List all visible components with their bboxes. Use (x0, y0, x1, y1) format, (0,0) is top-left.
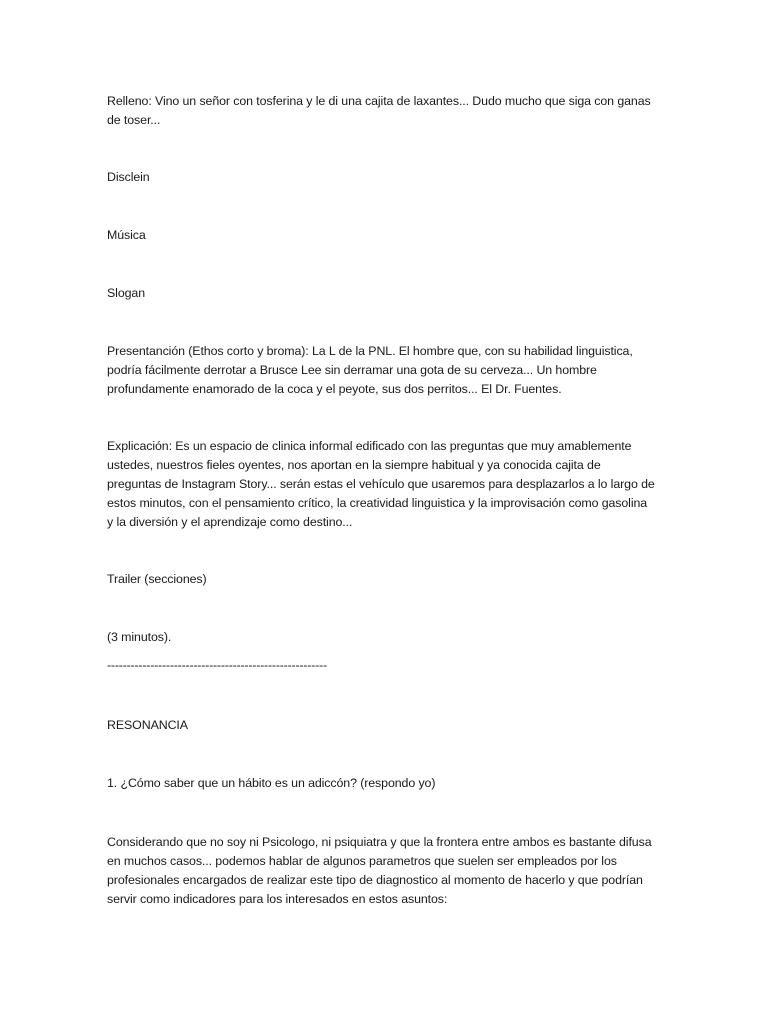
slogan-heading: Slogan (107, 286, 145, 300)
duracion-line: (3 minutos). (107, 630, 172, 644)
resonancia-heading: RESONANCIA (107, 718, 188, 732)
musica-heading: Música (107, 228, 146, 242)
relleno-paragraph: Relleno: Vino un señor con tosferina y le di una cajita de laxantes... Dudo mucho que siga con ganas de toser... (107, 94, 651, 127)
explicacion-paragraph: Explicación: Es un espacio de clinica informal edificado con las preguntas que muy amablemente ustedes, nuestros fieles oyentes, nos aportan en la siempre habitual y ya conocida cajita de preguntas de Instagram Story... serán estas el vehículo que usaremos para desplazarlos a lo largo de estos minutos, con el pensamiento crítico, la creatividad linguistica y la improvisación como gasolina y la diversión y el aprendizaje como destino... (107, 439, 655, 529)
separator-line: -------------------------------------------------------- (107, 658, 327, 672)
question-1: 1. ¿Cómo saber que un hábito es un adiccón? (respondo yo) (107, 776, 436, 790)
trailer-heading: Trailer (secciones) (107, 572, 207, 586)
answer-1-paragraph: Considerando que no soy ni Psicologo, ni psiquiatra y que la frontera entre ambos es bastante difusa en muchos casos... podemos hablar de algunos parametros que suelen ser empleados por los profesionales encargados de realizar este tipo de diagnostico al momento de hacerlo y que podrían servir como indicadores para los interesados en estos asuntos: (107, 835, 652, 906)
disclein-heading: Disclein (107, 170, 150, 184)
presentacion-paragraph: Presentanción (Ethos corto y broma): La L de la PNL. El hombre que, con su habilidad linguistica, podría fácilmente derrotar a Brusce Lee sin derramar una gota de su cerveza... Un hombre profundamente enamorado de la coca y el peyote, sus dos perritos... El Dr. Fuentes. (107, 344, 633, 396)
